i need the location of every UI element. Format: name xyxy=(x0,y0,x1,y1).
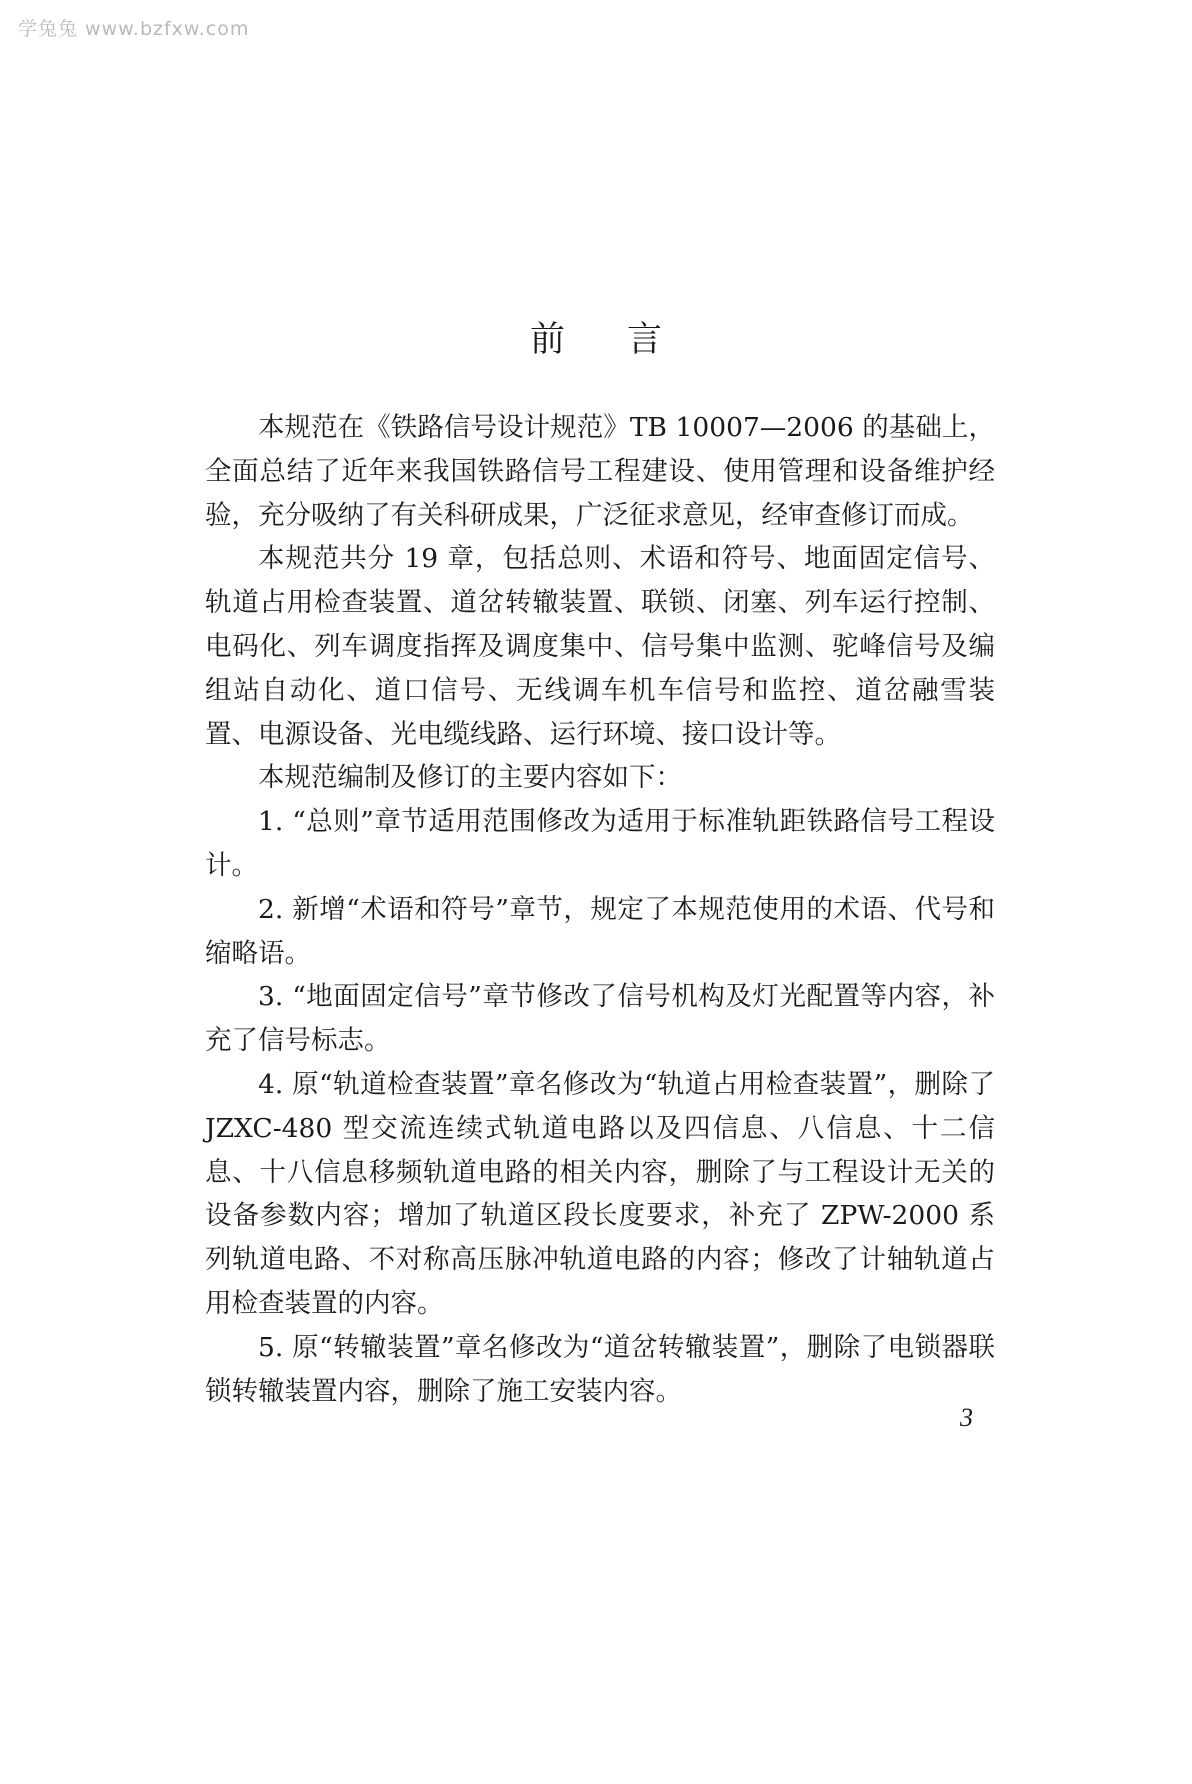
page-number: 3 xyxy=(960,1403,973,1432)
watermark: 学兔兔 www.bzfxw.com xyxy=(18,18,250,40)
paragraph: 5. 原“转辙装置”章名修改为“道岔转辙装置”，删除了电锁器联锁转辙装置内容，删除了施工安装内容。 xyxy=(205,1331,995,1407)
page-title: 前言 xyxy=(529,320,724,360)
paragraph: 本规范在《铁路信号设计规范》TB 10007—2006 的基础上，全面总结了近年来我国铁路信号工程建设、使用管理和设备维护经验，充分吸纳了有关科研成果，广泛征求意见，经审查修订而成。 xyxy=(205,412,995,531)
paragraph: 本规范编制及修订的主要内容如下： xyxy=(258,762,682,794)
paragraph: 本规范共分 19 章，包括总则、术语和符号、地面固定信号、轨道占用检查装置、道岔转辙装置、联锁、闭塞、列车运行控制、电码化、列车调度指挥及调度集中、信号集中监测、驼峰信号及编组站自动化、道口信号、无线调车机车信号和监控、道岔融雪装置、电源设备、光电缆线路、运行环境、接口设计等。 xyxy=(205,543,995,750)
paragraph: 3. “地面固定信号”章节修改了信号机构及灯光配置等内容，补充了信号标志。 xyxy=(205,981,995,1057)
paragraph: 4. 原“轨道检查装置”章名修改为“轨道占用检查装置”，删除了 JZXC-480 型交流连续式轨道电路以及四信息、八信息、十二信息、十八信息移频轨道电路的相关内容，删除了与工程设计无关的设备参数内容；增加了轨道区段长度要求，补充了 ZPW-2000 系列轨道电路、不对称高压脉冲轨道电路的内容；修改了计轴轨道占用检查装置的内容。 xyxy=(205,1068,995,1319)
paragraph: 1. “总则”章节适用范围修改为适用于标准轨距铁路信号工程设计。 xyxy=(205,806,995,881)
preface-body xyxy=(205,406,995,1413)
paragraph: 2. 新增“术语和符号”章节，规定了本规范使用的术语、代号和缩略语。 xyxy=(205,893,995,969)
